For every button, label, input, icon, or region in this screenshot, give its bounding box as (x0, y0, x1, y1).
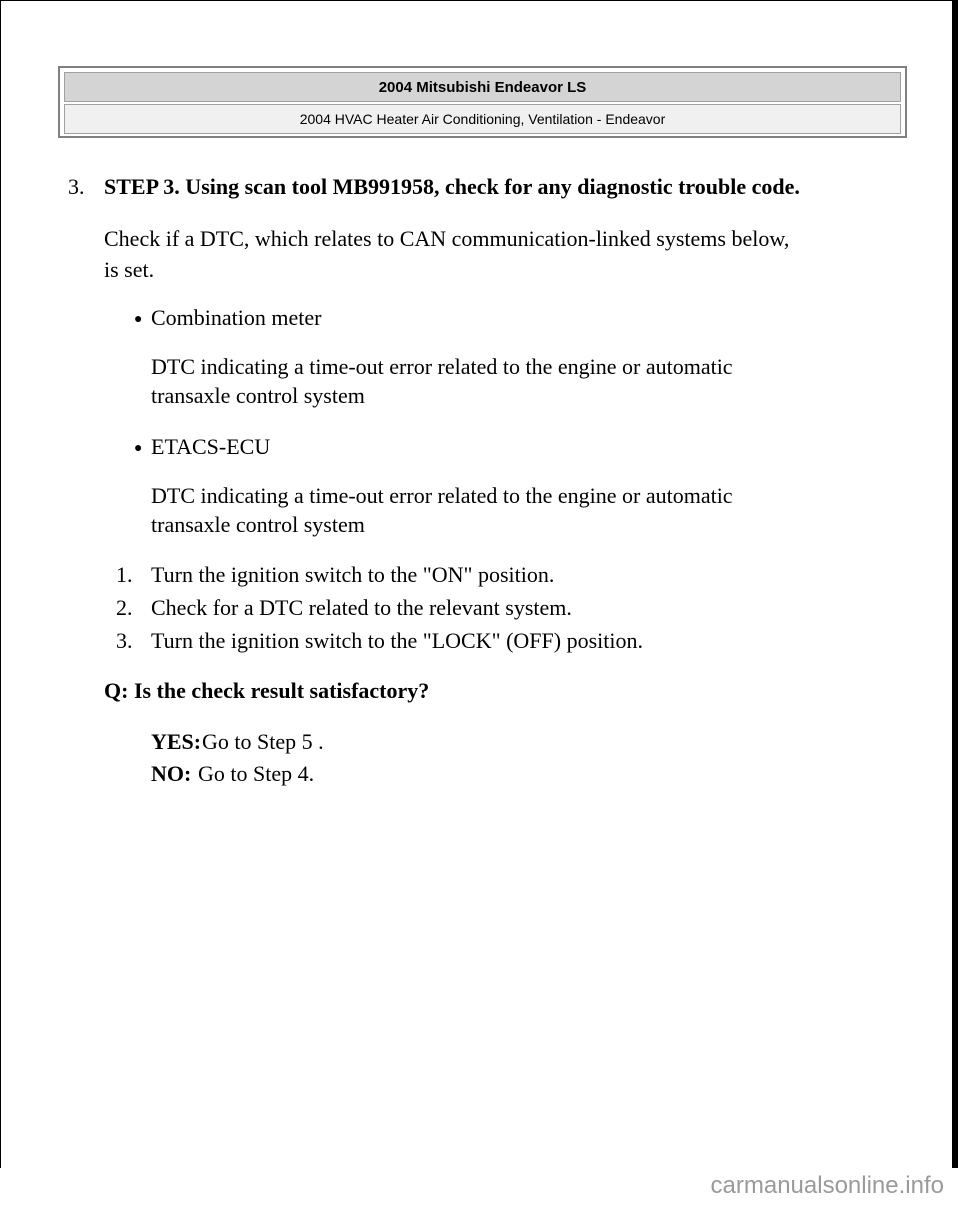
page-right-border (952, 0, 958, 1168)
system-desc-line1: DTC indicating a time-out error related to the engine or automatic (151, 354, 733, 379)
system-desc-line1: DTC indicating a time-out error related to the engine or automatic (151, 483, 733, 508)
no-text: Go to Step 4. (198, 761, 315, 786)
document-header (58, 66, 907, 138)
procedure-step: Turn the ignition switch to the "ON" position. (151, 562, 555, 587)
step-intro-line2: is set. (104, 257, 155, 282)
procedure-number: 3. (116, 628, 133, 653)
no-label: NO: (151, 761, 192, 786)
system-desc-line2: transaxle control system (151, 383, 365, 408)
header-subtitle-row (64, 104, 901, 134)
procedure-number: 2. (116, 595, 133, 620)
vehicle-title: 2004 Mitsubishi Endeavor LS (378, 78, 587, 96)
procedure-step: Check for a DTC related to the relevant system. (151, 595, 572, 620)
watermark: carmanualsonline.info (710, 1172, 944, 1199)
bullet-icon: ● (134, 312, 143, 327)
procedure-number: 1. (116, 562, 133, 587)
system-name-combination-meter: Combination meter (151, 305, 322, 330)
header-title-row (64, 72, 901, 102)
step-number: 3. (68, 174, 85, 199)
yes-label: YES: (151, 729, 202, 754)
step-intro-line1: Check if a DTC, which relates to CAN communication-linked systems below, (104, 226, 790, 251)
step-heading: STEP 3. Using scan tool MB991958, check for any diagnostic trouble code. (104, 174, 800, 199)
yes-text: Go to Step 5 . (202, 729, 324, 754)
procedure-step: Turn the ignition switch to the "LOCK" (OFF) position. (151, 628, 644, 653)
system-desc-line2: transaxle control system (151, 512, 365, 537)
system-name-etacs-ecu: ETACS-ECU (151, 434, 271, 459)
section-subtitle: 2004 HVAC Heater Air Conditioning, Ventilation - Endeavor (299, 111, 666, 127)
bullet-icon: ● (134, 441, 143, 456)
check-question: Q: Is the check result satisfactory? (104, 678, 430, 703)
